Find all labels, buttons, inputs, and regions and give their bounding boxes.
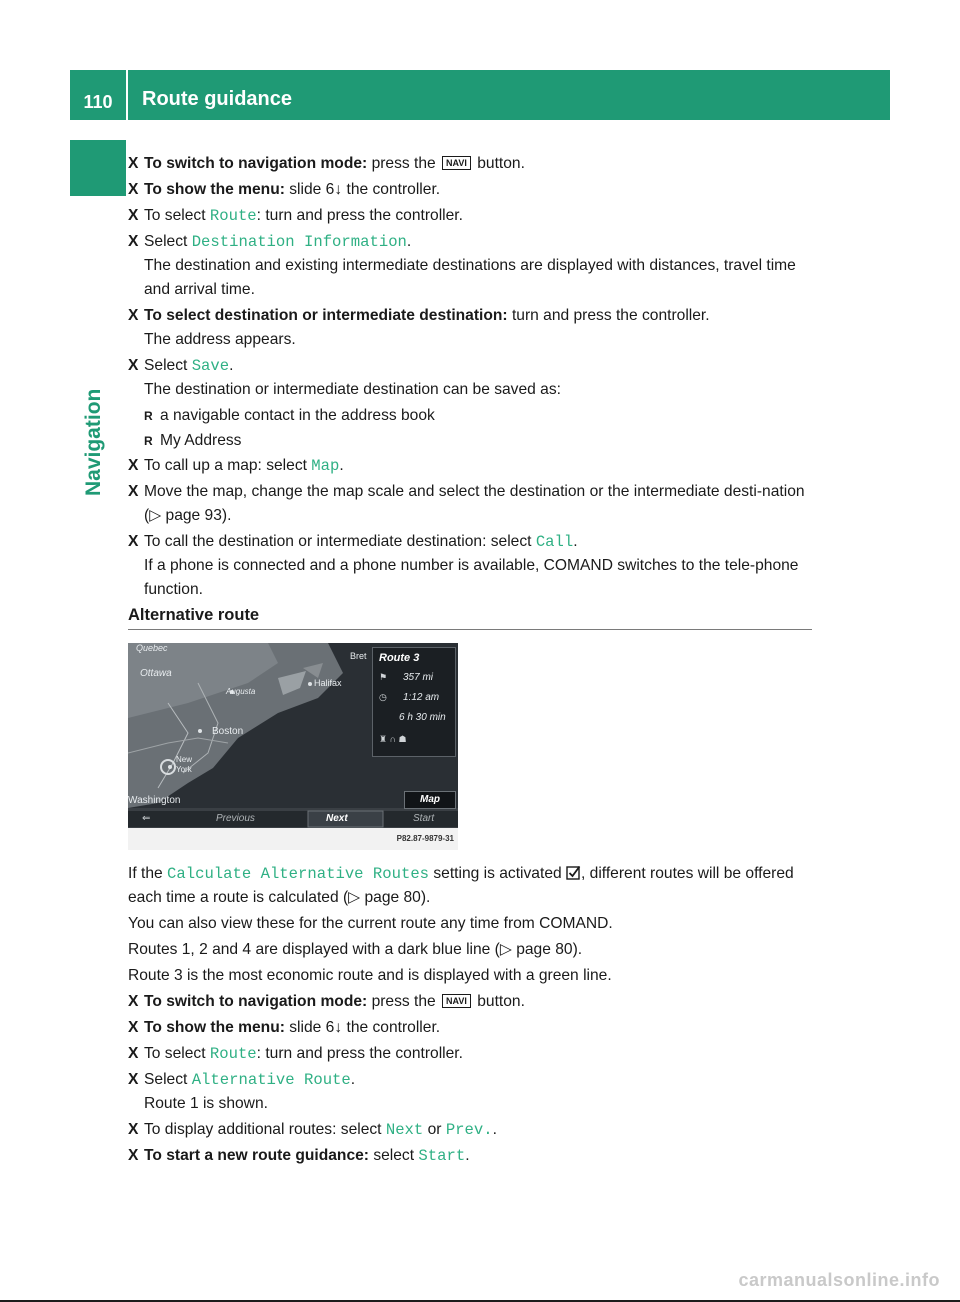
image-code: P82.87-9879-31	[396, 834, 454, 843]
step-text: .	[573, 533, 578, 550]
back-button[interactable]: ⇐	[142, 813, 151, 824]
menu-route: Route	[209, 1045, 257, 1063]
checkbox-checked-icon	[566, 865, 581, 880]
step-call-up-map	[128, 454, 812, 478]
step-switch-nav-mode	[128, 152, 812, 176]
step-call-destination	[128, 530, 812, 602]
controller-icon: 6	[325, 1019, 335, 1036]
map-city-label: Halifax	[314, 678, 342, 688]
page-ref-icon: ▷	[499, 941, 512, 958]
step-text: Select	[144, 233, 192, 250]
step-select-route	[128, 1042, 812, 1066]
section-title: Alternative route	[128, 606, 812, 630]
paragraph-routes-blue	[128, 938, 812, 962]
route-duration: 6 h 30 min	[399, 712, 446, 723]
step-text: Move the map, change the map scale and select the destination or the intermediate desti-nation (	[144, 483, 805, 524]
step-bold: To select destination or intermediate destination:	[144, 307, 508, 324]
step-text: .	[465, 1147, 470, 1164]
instructions-top	[128, 152, 812, 604]
route-info-panel	[372, 647, 456, 757]
previous-button[interactable]: Previous	[216, 813, 255, 824]
map-city-label: Augusta	[226, 687, 256, 696]
step-text: .	[406, 233, 412, 250]
step-text: Select	[144, 1071, 192, 1088]
step-text: Select	[144, 357, 192, 374]
step-bold: To show the menu:	[144, 181, 285, 198]
map-city-label: Bret	[350, 651, 367, 661]
page-ref-icon: ▷	[149, 507, 162, 524]
step-text: To call the destination or intermediate destination: select	[144, 533, 536, 550]
step-bold: To switch to navigation mode:	[144, 155, 368, 172]
paragraph-view-routes: You can also view these for the current route any time from COMAND.	[128, 915, 613, 932]
para-text: , different routes will be offered each time a route is calculated (	[128, 865, 794, 906]
step-text: To display additional routes: select	[144, 1121, 386, 1138]
clock-icon: ◷	[379, 692, 387, 702]
step-text: To call up a map: select	[144, 457, 312, 474]
controller-icon: 6	[325, 181, 335, 198]
step-display-additional-routes	[128, 1118, 812, 1142]
page-ref-icon: ▷	[348, 889, 361, 906]
step-text: button.	[472, 155, 525, 172]
step-show-menu	[128, 178, 812, 202]
step-text: turn and press the controller.	[507, 307, 710, 324]
menu-destination-information: Destination Information	[191, 233, 407, 251]
watermark: carmanualsonline.info	[738, 1270, 940, 1290]
step-text: the controller.	[342, 181, 441, 198]
step-note: If a phone is connected and a phone number is available, COMAND switches to the tele-phone function.	[144, 557, 799, 598]
step-switch-nav-mode	[128, 990, 812, 1014]
comand-screen-image	[128, 643, 458, 850]
map-city-label: Quebec	[136, 643, 168, 653]
map-city-label: New York	[176, 755, 193, 774]
slide-down-arrow-icon: ↓	[334, 181, 343, 198]
step-text: .	[339, 457, 344, 474]
page-number: 110	[83, 92, 113, 112]
slide-down-arrow-icon: ↓	[334, 1019, 343, 1036]
para-text: setting is activated	[429, 865, 566, 882]
paragraph-alternative-routes	[128, 862, 812, 910]
page-header	[70, 70, 890, 120]
menu-call: Call	[535, 533, 574, 551]
step-text: button.	[472, 993, 525, 1010]
step-text: : turn and press the controller.	[256, 207, 463, 224]
para-text: If the	[128, 865, 168, 882]
save-option: R a navigable contact in the address book	[128, 404, 812, 428]
page-title: Route guidance	[142, 88, 293, 110]
step-text: select	[368, 1147, 419, 1164]
step-move-map	[128, 480, 812, 528]
step-note: The destination and existing intermediate destinations are displayed with distances, travel time and arrival time.	[144, 257, 796, 298]
para-text: page 80).	[511, 941, 583, 958]
map-city-label: Ottawa	[140, 668, 172, 679]
step-bold: To switch to navigation mode:	[144, 993, 368, 1010]
menu-next: Next	[385, 1121, 424, 1139]
map-city-label: Washington	[128, 795, 181, 806]
step-text: slide	[284, 181, 326, 198]
step-note: Route 1 is shown.	[144, 1095, 268, 1112]
step-select-route	[128, 204, 812, 228]
flag-icon: ⚑	[379, 672, 388, 682]
para-text: page 80).	[360, 889, 431, 906]
navi-key-icon: NAVI	[442, 156, 471, 170]
step-text: press the	[367, 155, 441, 172]
step-start-route-guidance	[128, 1144, 812, 1168]
step-note: The address appears.	[144, 331, 296, 348]
step-text: page 93).	[161, 507, 232, 524]
menu-alternative-route: Alternative Route	[191, 1071, 351, 1089]
paragraph-route-green: Route 3 is the most economic route and is displayed with a green line.	[128, 967, 612, 984]
instructions-bottom	[128, 862, 812, 1170]
save-option: R My Address	[128, 429, 812, 453]
next-button[interactable]: Next	[326, 813, 348, 824]
side-tab-block	[70, 140, 126, 196]
step-note: The destination or intermediate destination can be saved as:	[144, 381, 561, 398]
step-text: .	[350, 1071, 356, 1088]
step-text: or	[423, 1121, 446, 1138]
navi-key-icon: NAVI	[442, 994, 471, 1008]
step-text: press the	[367, 993, 441, 1010]
menu-route: Route	[209, 207, 257, 225]
menu-save: Save	[191, 357, 230, 375]
step-bold: To start a new route guidance:	[144, 1147, 369, 1164]
map-button[interactable]: Map	[404, 791, 456, 809]
step-select-destination-info	[128, 230, 812, 302]
menu-prev: Prev.	[445, 1121, 493, 1139]
step-show-menu	[128, 1016, 812, 1040]
step-select-alternative-route	[128, 1068, 812, 1116]
route-panel-title: Route 3	[379, 652, 420, 664]
header-divider	[126, 70, 128, 120]
menu-map: Map	[311, 457, 340, 475]
side-tab-label: Navigation	[82, 388, 105, 496]
setting-calculate-alternative-routes: Calculate Alternative Routes	[167, 865, 430, 883]
step-text: the controller.	[342, 1019, 441, 1036]
step-text: slide	[284, 1019, 326, 1036]
step-text: .	[229, 357, 234, 374]
route-options-icon: ♜ ∩ ☗	[379, 734, 407, 744]
start-button[interactable]: Start	[413, 813, 435, 824]
step-text: To select	[144, 207, 210, 224]
step-text: To select	[144, 1045, 210, 1062]
para-text: Routes 1, 2 and 4 are displayed with a dark blue line (	[128, 941, 500, 958]
route-arrival: 1:12 am	[403, 692, 440, 703]
step-text: .	[492, 1121, 497, 1138]
step-text: : turn and press the controller.	[256, 1045, 463, 1062]
step-select-destination	[128, 304, 812, 352]
menu-start: Start	[418, 1147, 466, 1165]
step-bold: To show the menu:	[144, 1019, 285, 1036]
route-distance: 357 mi	[403, 672, 434, 683]
map-city-label: Boston	[212, 726, 244, 737]
step-select-save	[128, 354, 812, 402]
